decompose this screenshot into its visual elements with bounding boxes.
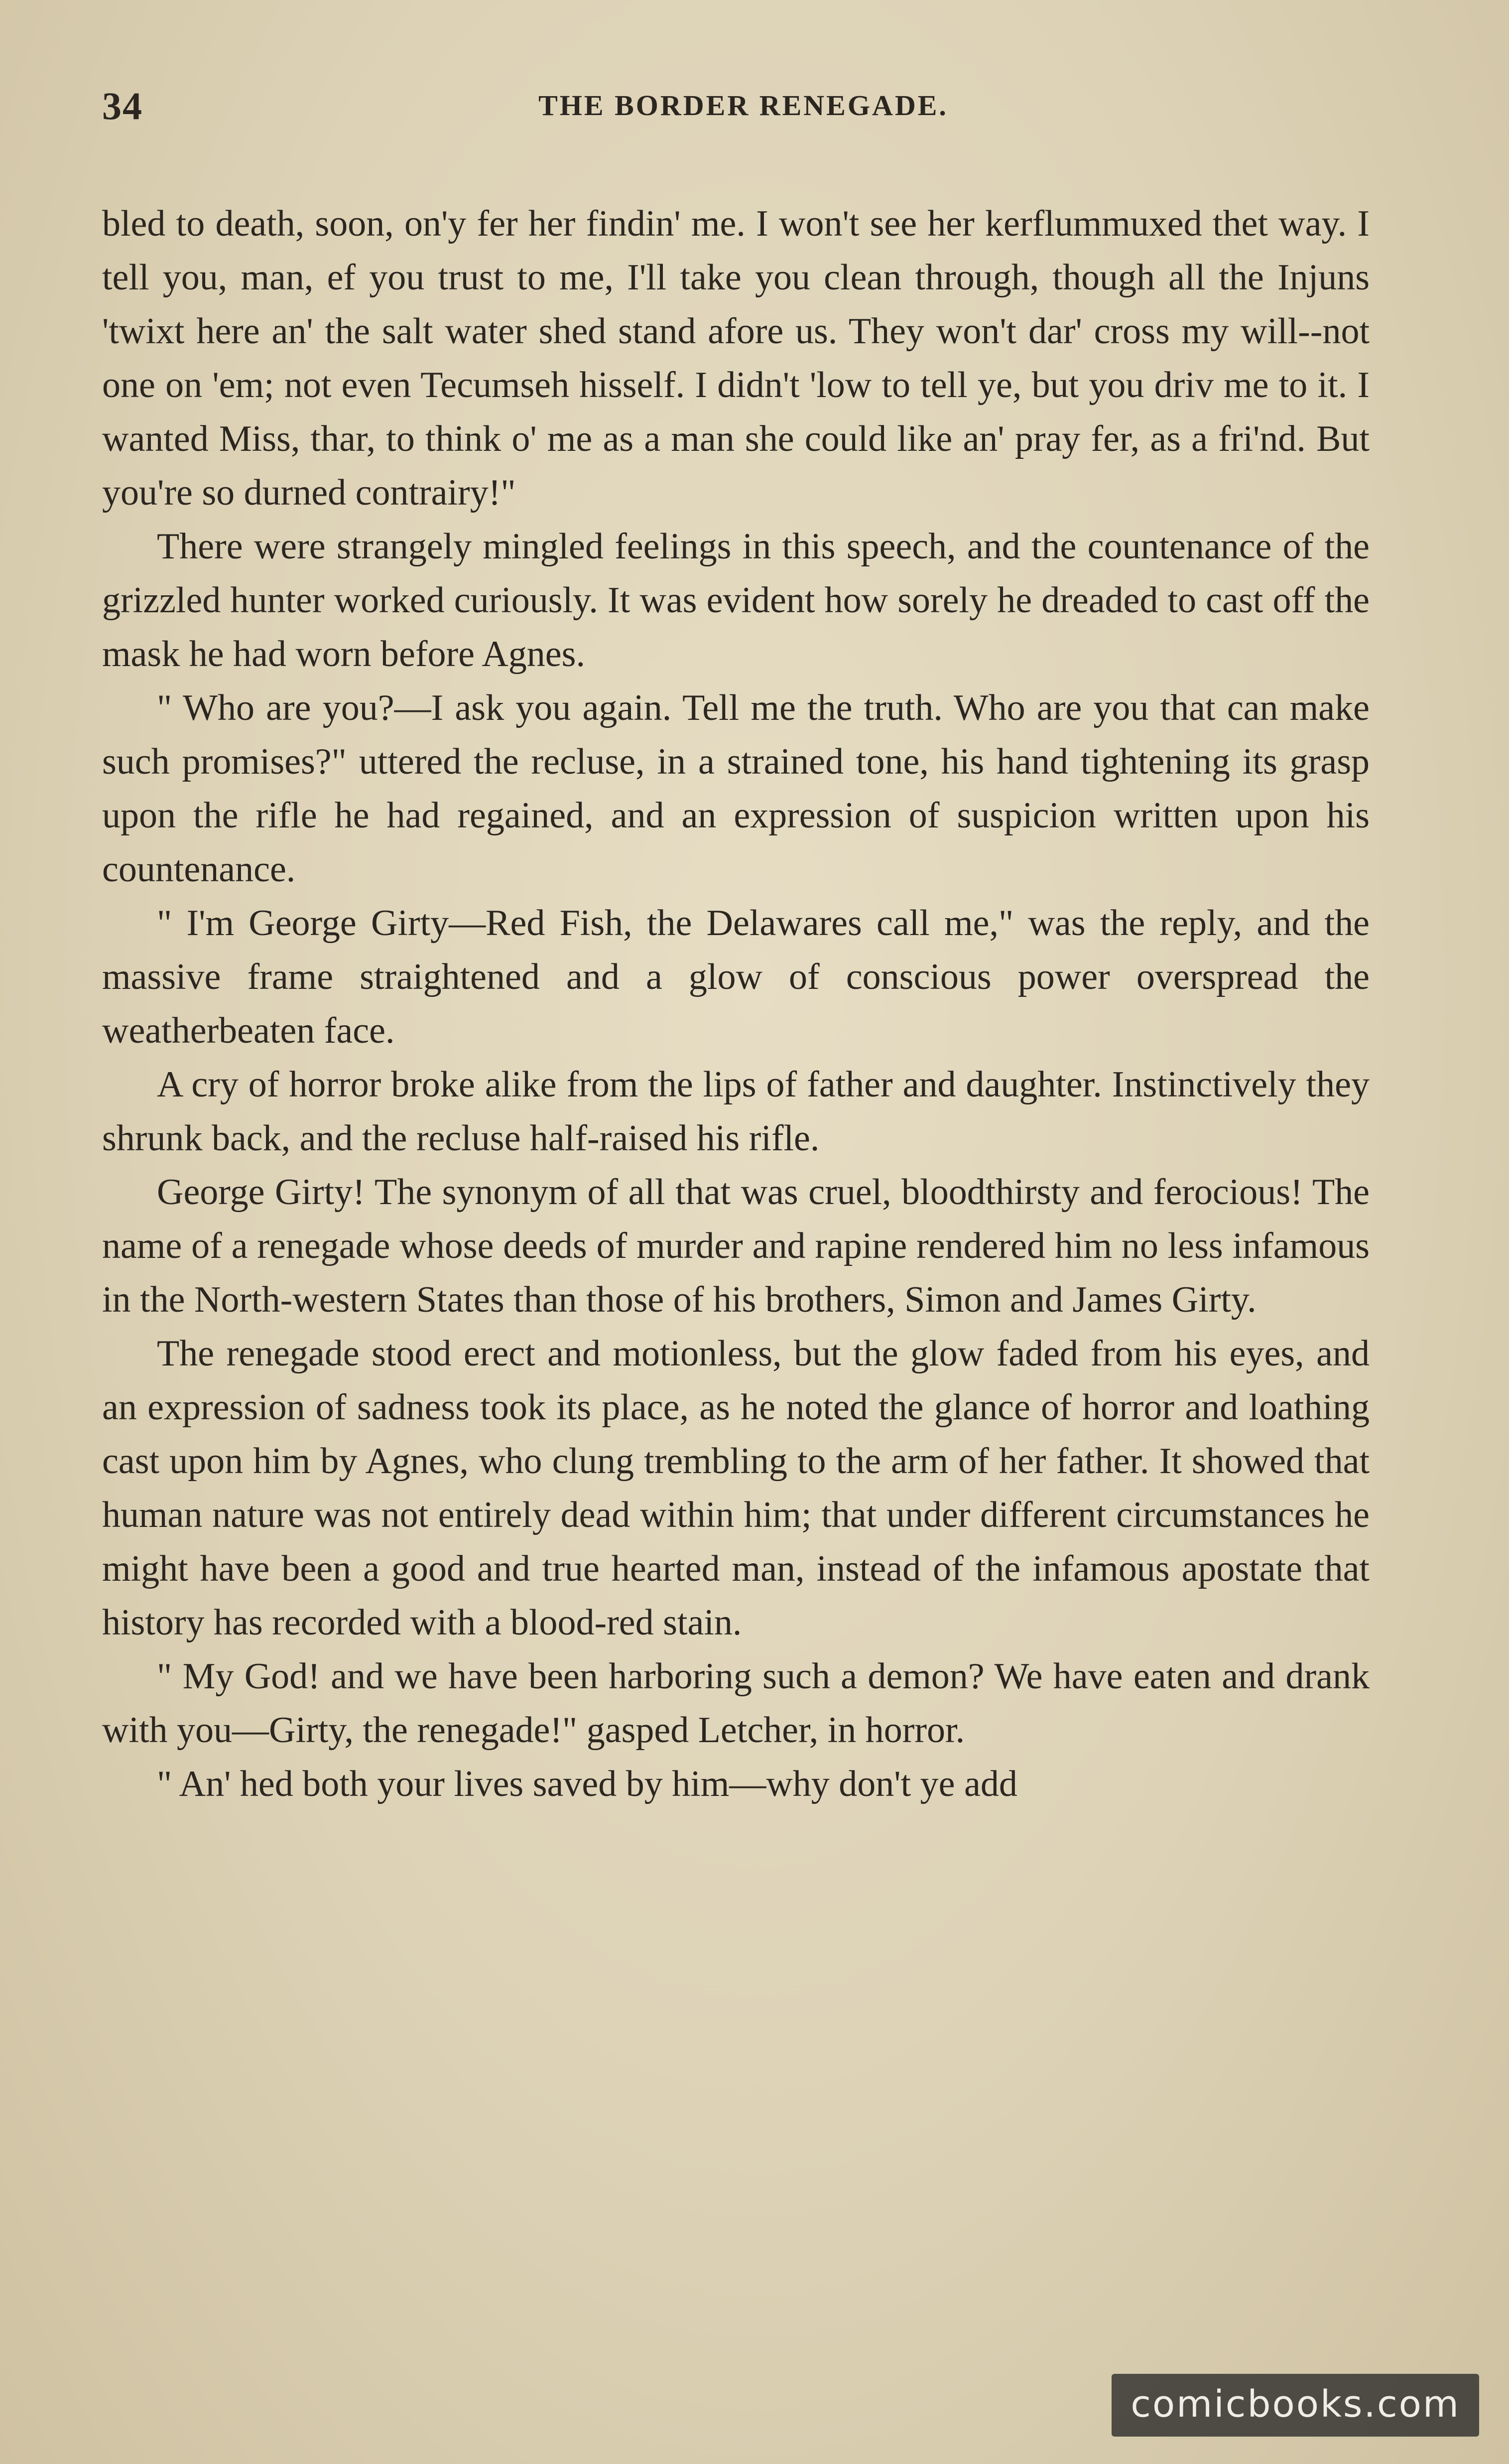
body-text xyxy=(102,197,1370,1811)
paragraph-7: The renegade stood erect and motionless, but the glow faded from his eyes, and an expression of sadness took its place, as he noted the glance of horror and loathing cast upon him by Agnes, who clung trembling to the arm of her father. It showed that human nature was not entirely dead within him; that under different circumstances he might have been a good and true hearted man, instead of the infamous apostate that history has recorded with a blood-red stain. xyxy=(102,1333,1370,1643)
paragraph-3: " Who are you?—I ask you again. Tell me the truth. Who are you that can make such promises?" uttered the recluse, in a strained tone, his hand tightening its grasp upon the rifle he had regained, and an expression of suspicion written upon his countenance. xyxy=(102,687,1370,890)
paragraph-4: " I'm George Girty—Red Fish, the Delawares call me," was the reply, and the massive frame straightened and a glow of conscious power overspread the weatherbeaten face. xyxy=(102,903,1370,1051)
paragraph-8: " My God! and we have been harboring such a demon? We have eaten and drank with you—Girty, the renegade!" gasped Letcher, in horror. xyxy=(102,1656,1370,1751)
paragraph-1: bled to death, soon, on'y fer her findin' me. I won't see her kerflummuxed thet way. I tell you, man, ef you trust to me, I'll take you clean through, though all the Injuns 'twixt here an' the salt water shed stand afore us. They won't dar' cross my will--not one on 'em; not even Tecumseh hisself. I didn't 'low to tell ye, but you driv me to it. I wanted Miss, thar, to think o' me as a man she could like an' pray fer, as a fri'nd. But you're so durned contrairy!" xyxy=(102,203,1370,513)
running-head xyxy=(102,84,1384,138)
paragraph-9: " An' hed both your lives saved by him—why don't ye add xyxy=(157,1764,1017,1804)
site-watermark: comicbooks.com xyxy=(1112,2374,1479,2437)
paragraph-5: A cry of horror broke alike from the lips of father and daughter. Instinctively they shrunk back, and the recluse half-raised his rifle. xyxy=(102,1064,1370,1159)
book-title: THE BORDER RENEGADE. xyxy=(538,89,948,122)
paragraph-2: There were strangely mingled feelings in this speech, and the countenance of the grizzled hunter worked curiously. It was evident how sorely he dreaded to cast off the mask he had worn before Agnes. xyxy=(102,526,1370,675)
page-number: 34 xyxy=(102,84,143,128)
paragraph-6: George Girty! The synonym of all that was cruel, bloodthirsty and ferocious! The name of a renegade whose deeds of murder and rapine rendered him no less infamous in the North-western States than those of his brothers, Simon and James Girty. xyxy=(102,1172,1370,1320)
